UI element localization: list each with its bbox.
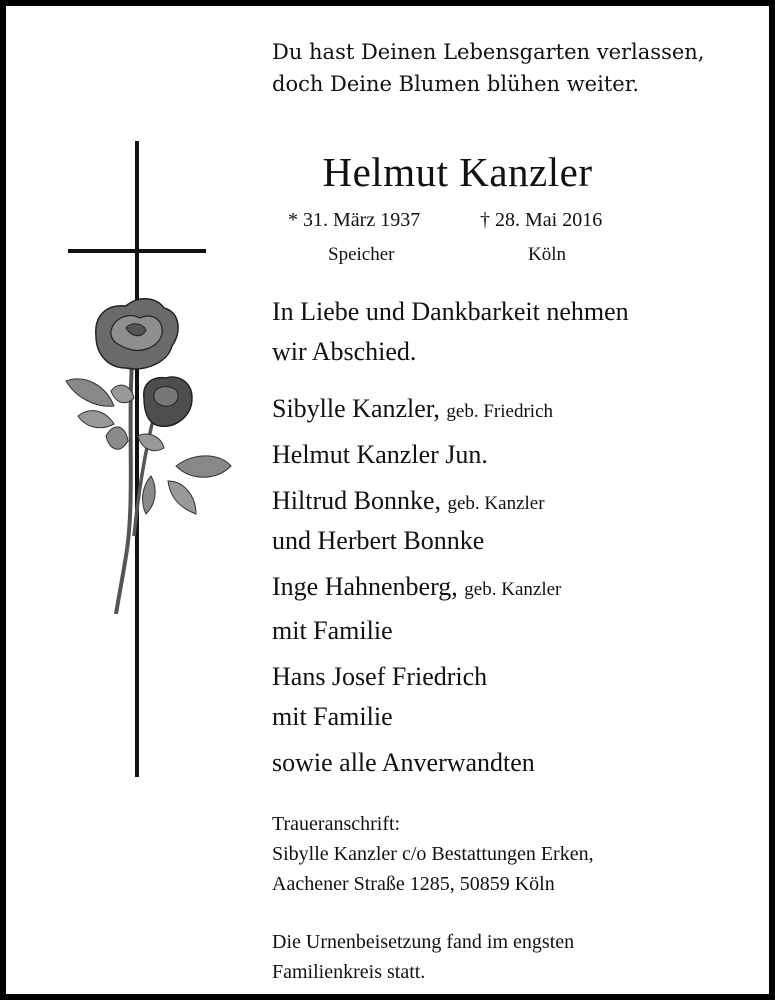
- mourner-name: sowie alle Anverwandten: [272, 748, 535, 777]
- birth-place: Speicher: [328, 244, 395, 265]
- mourner-line: [272, 616, 393, 646]
- mourner-line: [272, 702, 393, 732]
- mourner-name: Hans Josef Friedrich: [272, 662, 488, 691]
- mourner-name: und Herbert Bonnke: [272, 526, 485, 555]
- mourner-line: [272, 394, 553, 424]
- death-date: † 28. Mai 2016: [480, 209, 603, 231]
- deceased-name: Helmut Kanzler: [322, 149, 593, 195]
- mourner-line: [272, 572, 561, 602]
- quote-line-1: Du hast Deinen Lebensgarten verlassen,: [272, 40, 705, 64]
- rose-icon: [66, 299, 231, 614]
- mourner-name: mit Familie: [272, 702, 393, 731]
- latin-cross-icon: [56, 136, 246, 786]
- farewell-line-2: wir Abschied.: [272, 337, 417, 366]
- mourner-line: [272, 662, 487, 692]
- mourner-note: geb. Kanzler: [464, 579, 562, 600]
- closing-line-1: Die Urnenbeisetzung fand im engsten: [272, 931, 575, 953]
- birth-date: * 31. März 1937: [288, 209, 421, 231]
- mourner-line: [272, 486, 545, 516]
- closing-line-2: Familienkreis statt.: [272, 961, 426, 983]
- farewell-line-1: In Liebe und Dankbarkeit nehmen: [272, 297, 629, 326]
- mourner-note: geb. Kanzler: [447, 493, 545, 514]
- address-line-1: Sibylle Kanzler c/o Bestattungen Erken,: [272, 843, 594, 865]
- quote-line-2: doch Deine Blumen blühen weiter.: [272, 72, 640, 96]
- mourner-name: Inge Hahnenberg,: [272, 572, 458, 601]
- mourner-name: Helmut Kanzler Jun.: [272, 440, 488, 469]
- mourner-note: geb. Friedrich: [446, 401, 553, 422]
- mourner-name: Sibylle Kanzler,: [272, 394, 440, 423]
- mourner-line: [272, 440, 488, 470]
- mourner-name: Hiltrud Bonnke,: [272, 486, 441, 515]
- death-place: Köln: [528, 244, 566, 265]
- address-label: Traueranschrift:: [272, 813, 401, 835]
- mourner-name: mit Familie: [272, 616, 393, 645]
- address-line-2: Aachener Straße 1285, 50859 Köln: [272, 873, 555, 895]
- mourner-line: [272, 748, 535, 778]
- mourner-line: [272, 526, 484, 556]
